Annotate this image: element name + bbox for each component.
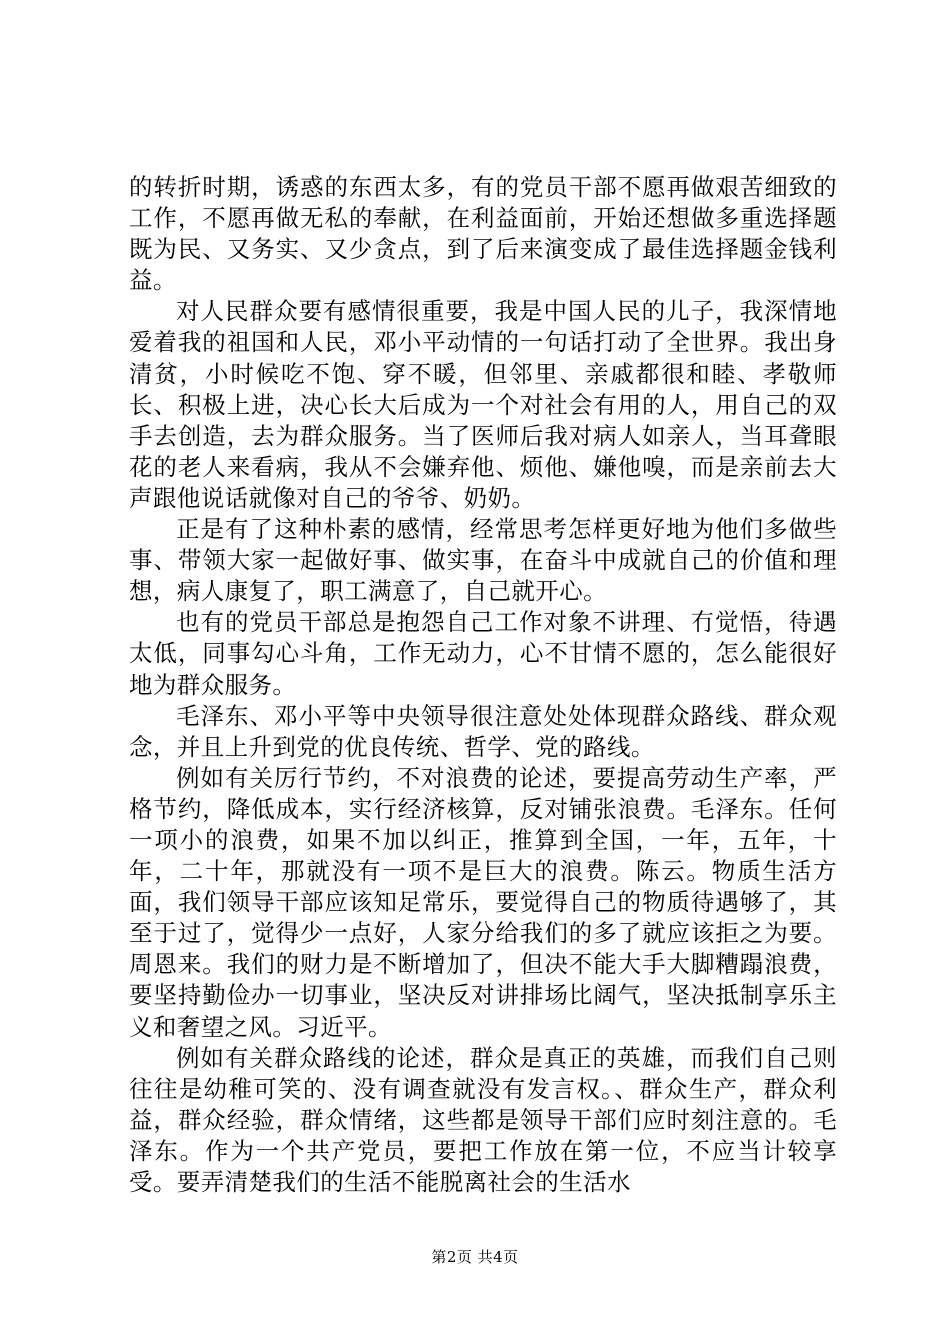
document-body (129, 172, 837, 1198)
paragraph: 毛泽东、邓小平等中央领导很注意处处体现群众路线、群众观念，并且上升到党的优良传统、哲学、党的路线。 (129, 701, 837, 761)
paragraph-continued: 的转折时期，诱惑的东西太多，有的党员干部不愿再做艰苦细致的工作，不愿再做无私的奉献，在利益面前，开始还想做多重选择题既为民、又务实、又少贪点，到了后来演变成了最佳选择题金钱利益。 (129, 173, 837, 295)
paragraph: 对人民群众要有感情很重要，我是中国人民的儿子，我深情地爱着我的祖国和人民，邓小平动情的一句话打动了全世界。我出身清贫，小时候吃不饱、穿不暖，但邻里、亲戚都很和睦、孝敬师长、积极上进，决心长大后成为一个对社会有用的人，用自己的双手去创造，去为群众服务。当了医师后我对病人如亲人，当耳聋眼花的老人来看病，我从不会嫌弃他、烦他、嫌他嗅，而是亲前去大声跟他说话就像对自己的爷爷、奶奶。 (129, 297, 837, 512)
page-number-footer: 第2页 共4页 (431, 1248, 519, 1266)
paragraph: 例如有关群众路线的论述，群众是真正的英雄，而我们自己则往往是幼稚可笑的、没有调查就没有发言权。、群众生产，群众利益，群众经验，群众情绪，这些都是领导干部们应时刻注意的。毛泽东。作为一个共产党员，要把工作放在第一位，不应当计较享受。要弄清楚我们的生活不能脱离社会的生活水 (129, 1043, 837, 1196)
paragraph: 例如有关厉行节约，不对浪费的论述，要提高劳动生产率，严格节约，降低成本，实行经济核算，反对铺张浪费。毛泽东。任何一项小的浪费，如果不加以纠正，推算到全国，一年，五年，十年，二十年，那就没有一项不是巨大的浪费。陈云。物质生活方面，我们领导干部应该知足常乐，要觉得自己的物质待遇够了，其至于过了，觉得少一点好，人家分给我们的多了就应该拒之为要。周恩来。我们的财力是不断增加了，但决不能大手大脚糟蹋浪费，要坚持勤俭办一切事业，坚决反对讲排场比阔气，坚决抵制享乐主义和奢望之风。习近平。 (129, 763, 837, 1041)
paragraph: 也有的党员干部总是抱怨自己工作对象不讲理、冇觉悟，待遇太低，同事勾心斗角，工作无动力，心不甘情不愿的，怎么能很好地为群众服务。 (129, 608, 837, 699)
paragraph: 正是有了这种朴素的感情，经常思考怎样更好地为他们多做些事、带领大家一起做好事、做实事，在奋斗中成就自己的价值和理想，病人康复了，职工满意了，自己就开心。 (129, 515, 837, 606)
